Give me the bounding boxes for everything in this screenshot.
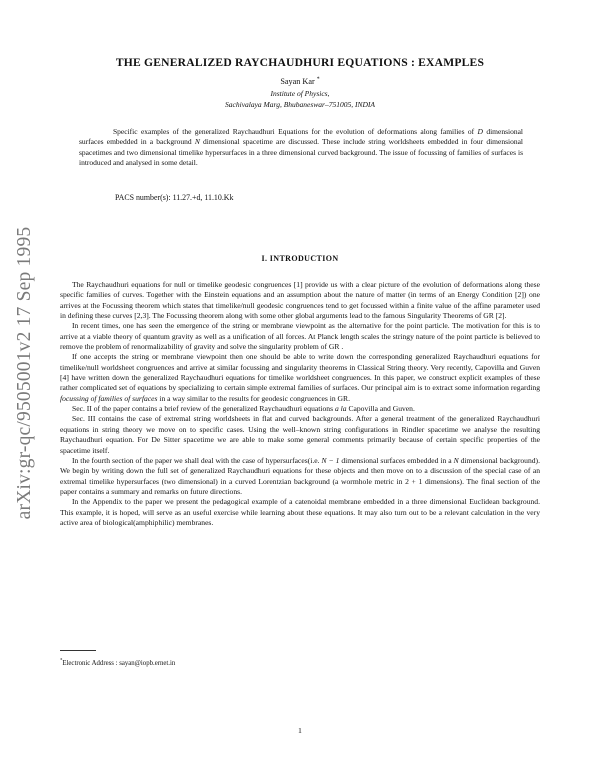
paper-title: THE GENERALIZED RAYCHAUDHURI EQUATIONS : EXAMPLES <box>115 56 485 69</box>
arxiv-identifier-stamp: arXiv:gr-qc/9505001v2 17 Sep 1995 <box>14 226 35 520</box>
paragraph: If one accepts the string or membrane viewpoint then one should be able to write down the corresponding generalized Raychaudhuri equations for timelike/null worldsheet congruences and arrive at similar focussing and singularity theorems in Classical String theory. Very recently, Capovilla and Guven [4] have written down the generalized Raychaudhuri equations for timelike worldsheet congruences. In this paper, we construct explicit examples of these rather complicated set of equations by specializing to certain simple extremal families of surfaces. Our principal aim is to extract some information regarding focussing of families of surfaces in a way similar to the results for geodesic congruences in GR. <box>60 352 540 403</box>
paragraph: In the fourth section of the paper we shall deal with the case of hypersurfaces(i.e. N − 1 dimensional surfaces embedded in a N dimensional background). We begin by writing down the full set of generalized Raychaudhuri equations for these objects and then move on to a discussion of the special case of an extremal timelike hypersurfaces (two dimensional) in a curved Lorentzian background (a wormhole metric in 2 + 1 dimensions). The final section of the paper contains a summary and remarks on future directions. <box>60 455 540 496</box>
author-footnote-mark: * <box>316 76 320 83</box>
paragraph: The Raychaudhuri equations for null or timelike geodesic congruences [1] provide us with a clear picture of the evolution of deformations along these specific families of curves. Together with the Einstein equations and an assumption about the nature of matter (in terms of an Energy Condition [2]) one arrives at the Focussing theorem which states that timelike/null geodesic congruences tend to get focussed within a finite value of the affine parameter used in defining these curves [2,3]. The Focussing theorem along with some other global arguments lead to the famous Singularity Theorems of GR [2]. <box>60 280 540 321</box>
address: Sachivalaya Marg, Bhubaneswar–751005, INDIA <box>225 100 375 109</box>
pacs-numbers: PACS number(s): 11.27.+d, 11.10.Kk <box>115 193 234 202</box>
author-line <box>60 77 540 86</box>
institute: Institute of Physics, <box>270 89 330 98</box>
introduction-body <box>60 280 540 528</box>
section-heading: I. INTRODUCTION <box>261 254 339 263</box>
footnote-rule <box>60 650 96 651</box>
footnote: *Electronic Address : sayan@iopb.ernet.in <box>60 658 176 667</box>
author-name: Sayan Kar <box>280 77 315 86</box>
paragraph: In recent times, one has seen the emergence of the string or membrane viewpoint as the alternative for the point particle. The motivation for this is to arrive at a viable theory of quantum gravity as well as a unification of all forces. At Planck length scales the stringy nature of the point particle is believed to remove the problem of renormalizability of gravity and solve the singularity problem of GR . <box>60 321 540 352</box>
paragraph: In the Appendix to the paper we present the pedagogical example of a catenoidal membrane embedded in a three dimensional Euclidean background. This example, it is hoped, will serve as an useful exercise while learning about these equations. It may also turn out to be a relevant calculation in the very active area of biological(amphiphilic) membranes. <box>60 497 540 527</box>
paragraph: Sec. II of the paper contains a brief review of the generalized Raychaudhuri equations a la Capovilla and Guven. <box>72 404 415 414</box>
abstract: Specific examples of the generalized Raychaudhuri Equations for the evolution of deformations along families of D dimensional surfaces embedded in a background N dimensional spacetime are discussed. These include string worldsheets embedded in four dimensional spacetimes and two dimensional timelike hypersurfaces in a three dimensional curved background. The issue of focussing of families of surfaces is introduced and analysed in some detail. <box>79 127 523 168</box>
paragraph: Sec. III contains the case of extremal string worldsheets in flat and curved backgrounds. After a general treatment of the generalized Raychaudhuri equations in string theory we move on to specific cases. Using the well–known string configurations in Rindler spacetime we analyse the resulting Raychaudhuri equation. For De Sitter spacetime we are able to make some general comments primarily because of certain specific properties of the spacetime itself. <box>60 414 540 455</box>
page-number: 1 <box>298 726 302 735</box>
